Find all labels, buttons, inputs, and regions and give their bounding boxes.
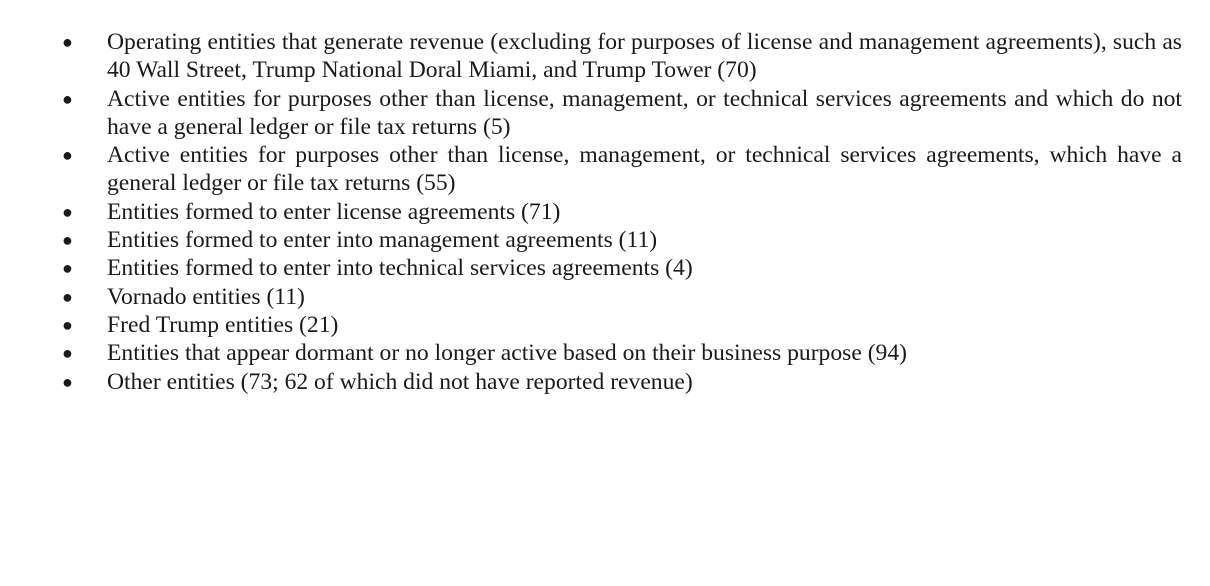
bullet-icon: ● — [62, 258, 73, 279]
list-item-text: Entities formed to enter into management agreements (11) — [107, 227, 658, 254]
bullet-icon: ● — [62, 88, 73, 109]
list-item — [62, 198, 1182, 226]
list-item — [62, 85, 1182, 142]
list-item-text: Active entities for purposes other than license, management, or technical services agreements and which do not have a general ledger or file tax returns (5) — [107, 85, 1182, 140]
bullet-icon: ● — [62, 32, 73, 52]
list-item — [62, 254, 1182, 282]
bullet-list — [62, 28, 1182, 396]
list-item — [62, 283, 1182, 311]
list-item-text: Active entities for purposes other than license, management, or technical services agreements, which have a general ledger or file tax returns (55) — [107, 142, 1182, 197]
bullet-icon: ● — [62, 286, 73, 307]
list-item — [62, 368, 1182, 396]
list-item — [62, 226, 1182, 254]
bullet-icon: ● — [62, 371, 73, 392]
bullet-icon: ● — [62, 314, 73, 335]
list-item — [62, 141, 1182, 198]
list-item-text: Entities formed to enter license agreements (71) — [107, 198, 561, 225]
list-item-text: Vornado entities (11) — [107, 283, 305, 310]
list-item — [62, 339, 1182, 367]
list-item-text: Entities formed to enter into technical services agreements (4) — [107, 255, 693, 282]
bullet-icon: ● — [62, 230, 73, 251]
list-item — [62, 311, 1182, 339]
list-item-text: Fred Trump entities (21) — [107, 311, 339, 338]
bullet-icon: ● — [62, 201, 73, 222]
list-item-text: Operating entities that generate revenue (excluding for purposes of license and management agreements), such as 40 Wall Street, Trump National Doral Miami, and Trump Tower (70) — [107, 29, 1182, 84]
list-item — [62, 28, 1182, 85]
list-item-text: Entities that appear dormant or no longer active based on their business purpose (94) — [107, 340, 907, 367]
bullet-icon: ● — [62, 145, 73, 166]
list-item-text: Other entities (73; 62 of which did not have reported revenue) — [107, 368, 693, 395]
document-body — [62, 28, 1182, 396]
bullet-icon: ● — [62, 343, 73, 364]
